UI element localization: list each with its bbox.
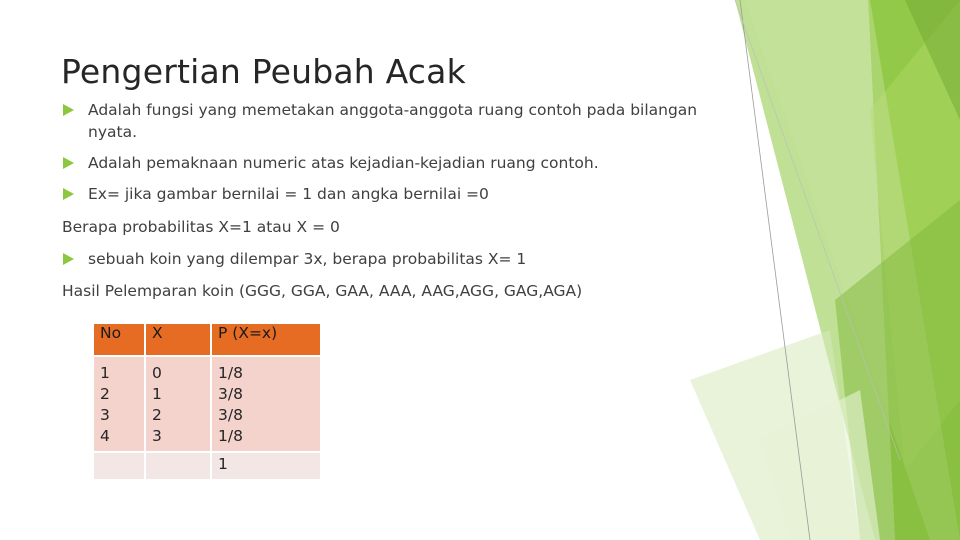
header-no: No (93, 323, 145, 356)
table-header-row (93, 323, 321, 356)
cell-x: 0 1 2 3 (145, 356, 211, 452)
bullet-item-example (62, 183, 722, 205)
table-total-row (93, 452, 321, 480)
header-p: P (X=x) (211, 323, 321, 356)
table-row (93, 356, 321, 452)
total-no (93, 452, 145, 480)
triangle-bullet-icon (62, 253, 74, 265)
total-x (145, 452, 211, 480)
triangle-bullet-icon (62, 188, 74, 200)
slide-title: Pengertian Peubah Acak (61, 52, 466, 91)
bullet-item-definition-2 (62, 152, 722, 174)
triangle-bullet-icon (62, 157, 74, 169)
bullet-item-definition-1 (62, 99, 722, 143)
cell-no: 1 2 3 4 (93, 356, 145, 452)
bullet-text: Adalah fungsi yang memetakan anggota-anggota ruang contoh pada bilangan nyata. (88, 101, 698, 141)
bullet-text: Ex= jika gambar bernilai = 1 dan angka bernilai =0 (88, 185, 489, 203)
bullet-text: Adalah pemaknaan numeric atas kejadian-kejadian ruang contoh. (88, 154, 599, 172)
probability-table (92, 322, 322, 481)
triangle-bullet-icon (62, 104, 74, 116)
bullet-text: sebuah koin yang dilempar 3x, berapa probabilitas X= 1 (88, 250, 527, 268)
total-p: 1 (211, 452, 321, 480)
result-text: Hasil Pelemparan koin (GGG, GGA, GAA, AAA, AAG,AGG, GAG,AGA) (62, 282, 583, 300)
question-text: Berapa probabilitas X=1 atau X = 0 (62, 218, 340, 236)
bullet-item-coin (62, 248, 722, 270)
header-x: X (145, 323, 211, 356)
cell-p: 1/8 3/8 3/8 1/8 (211, 356, 321, 452)
